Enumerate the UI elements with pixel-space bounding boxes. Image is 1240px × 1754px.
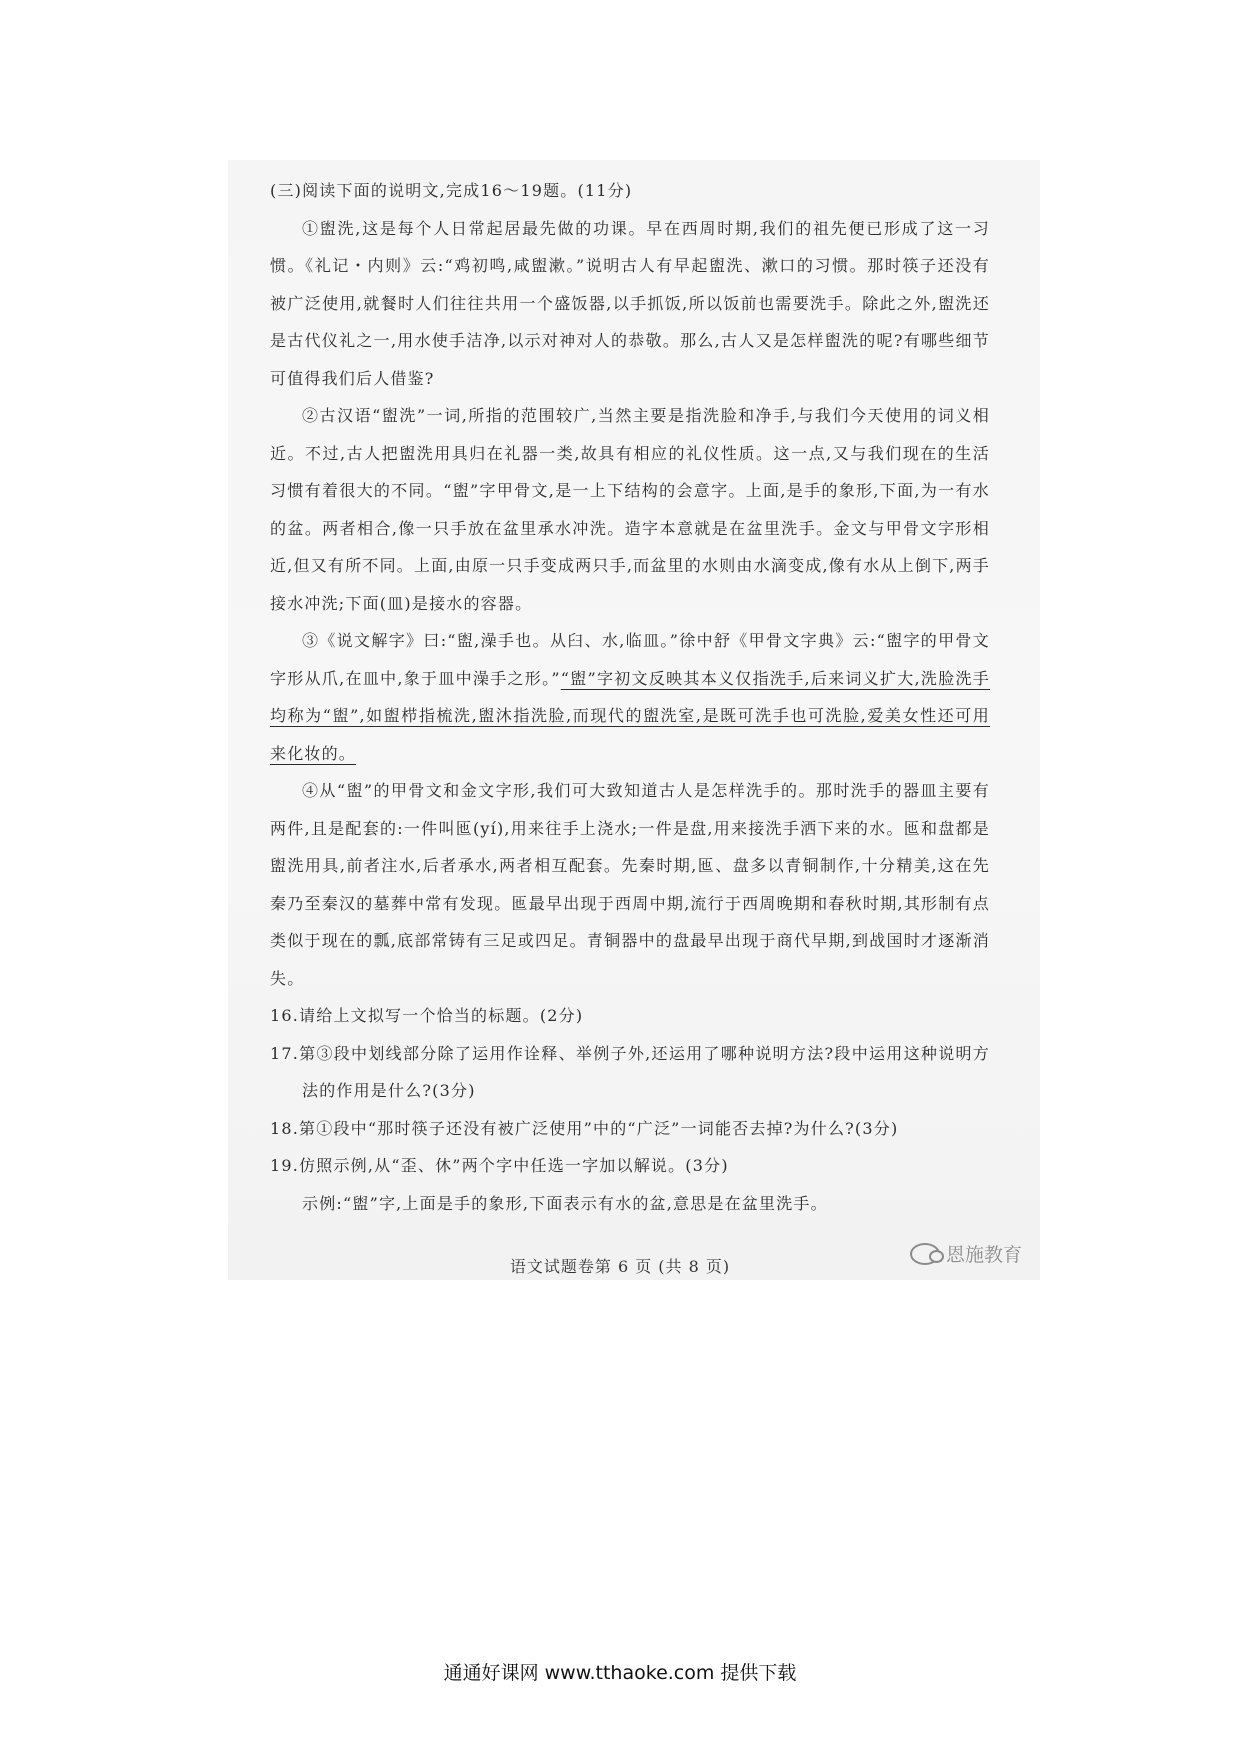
- paragraph-4: ④从“盥”的甲骨文和金文字形,我们可大致知道古人是怎样洗手的。那时洗手的器皿主要有两件,且是配套的:一件叫匜(yí),用来往手上浇水;一件是盘,用来接洗手洒下来的水。匜和盘都是盥洗用具,前者注水,后者承水,两者相互配套。先秦时期,匜、盘多以青铜制作,十分精美,这在先秦乃至秦汉的墓葬中常有发现。匜最早出现于西周中期,流行于西周晚期和春秋时期,其形制有点类似于现在的瓢,底部常铸有三足或四足。青铜器中的盘最早出现于商代早期,到战国时才逐渐消失。: [270, 781, 990, 988]
- section-heading: (三)阅读下面的说明文,完成16～19题。(11分): [270, 181, 633, 200]
- paragraph-1: ①盥洗,这是每个人日常起居最先做的功课。早在西周时期,我们的祖先便已形成了这一习惯。《礼记・内则》云:“鸡初鸣,咸盥漱。”说明古人有早起盥洗、漱口的习惯。那时筷子还没有被广泛使用,就餐时人们往往共用一个盛饭器,以手抓饭,所以饭前也需要洗手。除此之外,盥洗还是古代仪礼之一,用水使手洁净,以示对神对人的恭敬。那么,古人又是怎样盥洗的呢?有哪些细节可值得我们后人借鉴?: [270, 218, 990, 388]
- paragraph-3: [270, 622, 990, 772]
- question-18: 18.第①段中“那时筷子还没有被广泛使用”中的“广泛”一词能否去掉?为什么?(3分): [270, 1118, 899, 1138]
- example-answer: 示例:“盥”字,上面是手的象形,下面表示有水的盆,意思是在盆里洗手。: [302, 1193, 828, 1213]
- page-footer: 语文试题卷第 6 页 (共 8 页): [509, 1257, 731, 1276]
- paragraph-2: ②古汉语“盥洗”一词,所指的范围较广,当然主要是指洗脸和净手,与我们今天使用的词义相近。不过,古人把盥洗用具归在礼器一类,故具有相应的礼仪性质。这一点,又与我们现在的生活习惯有着很大的不同。“盥”字甲骨文,是一上下结构的会意字。上面,是手的象形,下面,为一有水的盆。两者相合,像一只手放在盆里承水冲洗。造字本意就是在盆里洗手。金文与甲骨文字形相近,但又有所不同。上面,由原一只手变成两只手,而盆里的水则由水滴变成,像有水从上倒下,两手接水冲洗;下面(皿)是接水的容器。: [270, 406, 990, 613]
- question-16: 16.请给上文拟写一个恰当的标题。(2分): [270, 1006, 584, 1025]
- question-19: 19.仿照示例,从“歪、休”两个字中任选一字加以解说。(3分): [270, 1156, 729, 1175]
- wechat-icon: [910, 1243, 940, 1265]
- paragraph-3-underlined: “盥”字初文反映其本义仅指洗手,后来词义扩大,洗脸洗手均称为“盥”,如盥栉指梳洗,盥沐指洗脸,而现代的盥洗室,是既可洗手也可洗脸,爱美女性还可用来化妆的。: [270, 668, 990, 763]
- download-credit: 通通好课网 www.tthaoke.com 提供下载: [443, 1662, 797, 1684]
- question-17: 17.第③段中划线部分除了运用作诠释、举例子外,还运用了哪种说明方法?段中运用这种说明方法的作用是什么?(3分): [270, 1043, 990, 1100]
- watermark: [910, 1240, 1022, 1267]
- paragraph-3-text: ③《说文解字》曰:“盥,澡手也。从臼、水,临皿。”徐中舒《甲骨文字典》云:“盥字的甲骨文字形从爪,在皿中,象于皿中澡手之形。”: [270, 631, 990, 688]
- reading-section: [270, 172, 990, 1222]
- watermark-text: 恩施教育: [946, 1244, 1023, 1266]
